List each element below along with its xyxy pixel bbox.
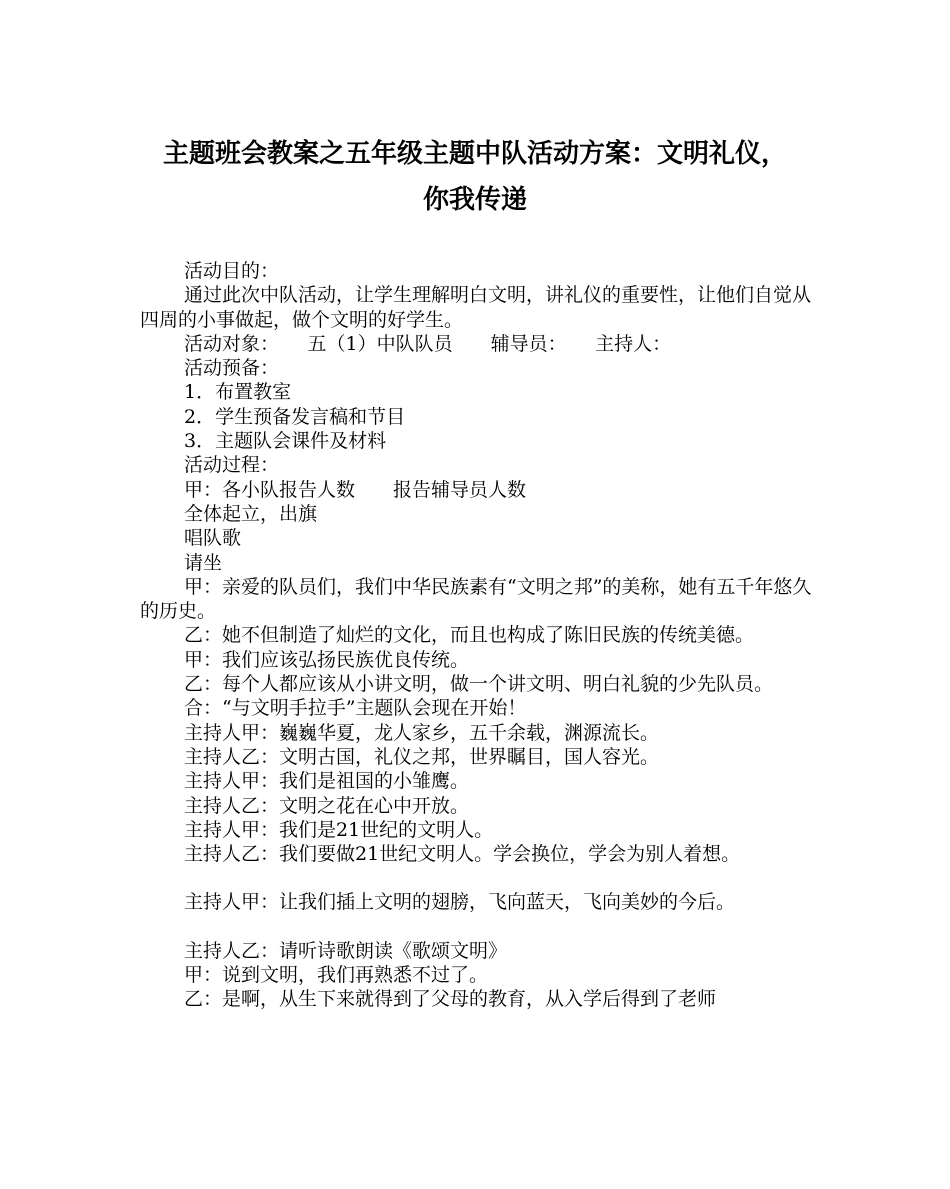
paragraph-activity-goal-heading: 活动目的： <box>184 260 280 282</box>
paragraph-dialogue: 主持人甲：巍巍华夏，龙人家乡，五千余载，渊源流长。 <box>184 721 660 744</box>
paragraph-activity-goal: 通过此次中队活动，让学生理解明白文明，讲礼仪的重要性，让他们自觉从四周的小事做起，做个文明的好学生。 <box>140 284 812 331</box>
document-title-line-1: 主题班会教案之五年级主题中队活动方案：文明礼仪， <box>162 139 787 169</box>
paragraph-be-seated: 请坐 <box>184 551 223 574</box>
paragraph-dialogue: 甲：说到文明，我们再熟悉不过了。 <box>184 964 489 987</box>
paragraph-dialogue: 主持人甲：让我们插上文明的翅膀，飞向蓝天，飞向美妙的今后。 <box>184 891 736 914</box>
paragraph-dialogue: 甲：我们应该弘扬民族优良传统。 <box>184 648 470 671</box>
paragraph-dialogue: 主持人乙：文明之花在心中开放。 <box>184 794 470 817</box>
paragraph-dialogue: 甲：亲爱的队员们，我们中华民族素有“文明之邦”的美称，她有五千年悠久的历史。 <box>140 575 812 623</box>
paragraph-dialogue: 主持人甲：我们是祖国的小雏鹰。 <box>184 770 470 793</box>
paragraph-dialogue: 乙：是啊，从生下来就得到了父母的教育，从入学后得到了老师 <box>184 988 717 1011</box>
paragraph-process-heading: 活动过程： <box>184 454 280 477</box>
paragraph-dialogue: 乙：每个人都应该从小讲文明，做一个讲文明、明白礼貌的少先队员。 <box>184 673 774 696</box>
paragraph-dialogue: 主持人乙：我们要做21世纪文明人。学会换位，学会为别人着想。 <box>184 843 741 866</box>
paragraph-preparation-item-3: 3．主题队会课件及材料 <box>184 430 387 453</box>
paragraph-activity-participants: 活动对象： 五（1）中队队员 辅导员： 主持人： <box>184 332 672 355</box>
paragraph-preparation-item-2: 2．学生预备发言稿和节目 <box>184 405 406 428</box>
document-title-line-2: 你我传递 <box>422 185 527 215</box>
document-body <box>140 259 820 1012</box>
paragraph-preparation-item-1: 1．布置教室 <box>184 381 292 404</box>
paragraph-flag-raising: 全体起立，出旗 <box>184 502 318 525</box>
blank-line <box>140 915 820 939</box>
paragraph-dialogue: 主持人乙：请听诗歌朗读《歌颂文明》 <box>184 939 508 962</box>
blank-line <box>140 866 820 890</box>
paragraph-dialogue: 主持人乙：文明古国，礼仪之邦，世界瞩目，国人容光。 <box>184 745 660 768</box>
paragraph-preparation-heading: 活动预备： <box>184 357 280 380</box>
paragraph-dialogue: 合：“与文明手拉手”主题队会现在开始！ <box>184 697 527 720</box>
paragraph-dialogue: 主持人甲：我们是21世纪的文明人。 <box>184 818 494 841</box>
paragraph-dialogue: 乙：她不但制造了灿烂的文化，而且也构成了陈旧民族的传统美德。 <box>184 624 755 647</box>
paragraph-report-numbers: 甲：各小队报告人数 报告辅导员人数 <box>184 478 527 501</box>
paragraph-team-song: 唱队歌 <box>184 527 242 550</box>
